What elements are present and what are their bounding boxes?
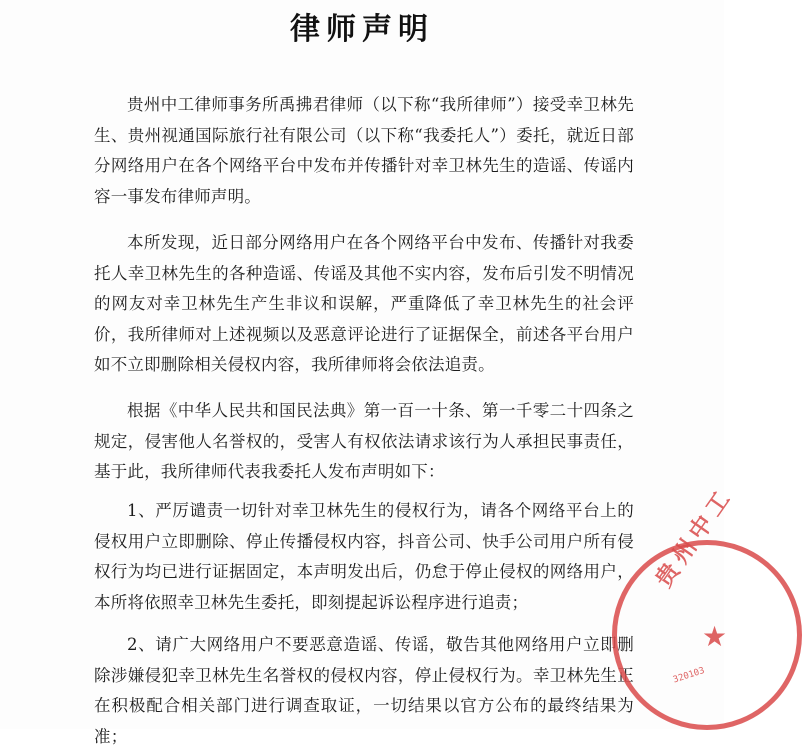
paragraph-legal-basis: 根据《中华人民共和国民法典》第一百一十条、第一千零二十四条之规定，侵害他人名誉权的，受害人有权依法请求该行为人承担民事责任，基于此，我所律师代表我委托人发布声明如下：	[94, 401, 634, 481]
page-title: 律师声明	[290, 12, 434, 47]
paragraph-item-2: 2、请广大网络用户不要恶意造谣、传谣，敬告其他网络用户立即删除涉嫌侵犯幸卫林先生名誉权的侵权内容，停止侵权行为。幸卫林先生正在积极配合相关部门进行调查取证，一切结果以官方公布的最终结果为准；	[94, 635, 634, 746]
seal-star-icon: ★	[702, 620, 728, 653]
seal-text: 贵州中工	[650, 482, 739, 593]
paragraph-item-1: 1、严厉谴责一切针对幸卫林先生的侵权行为，请各个网络平台上的侵权用户立即删除、停止传播侵权内容，抖音公司、快手公司用户所有侵权行为均已进行证据固定，本声明发出后，仍怠于停止侵权的网络用户，本所将依照幸卫林先生委托，即刻提起诉讼程序进行追责；	[94, 501, 634, 612]
paragraph-findings: 本所发现，近日部分网络用户在各个网络平台中发布、传播针对我委托人幸卫林先生的各种造谣、传谣及其他不实内容，发布后引发不明情况的网友对幸卫林先生产生非议和误解，严重降低了幸卫林先生的社会评价，我所律师对上述视频以及恶意评论进行了证据保全，前述各平台用户如不立即删除相关侵权内容，我所律师将会依法追责。	[94, 233, 634, 374]
paragraph-intro: 贵州中工律师事务所禹拂君律师（以下称“我所律师”）接受幸卫林先生、贵州视通国际旅行社有限公司（以下称“我委托人”）委托，就近日部分网络用户在各个网络平台中发布并传播针对幸卫林先生的造谣、传谣内容一事发布律师声明。	[94, 95, 634, 206]
seal-code: 320103	[672, 665, 707, 686]
